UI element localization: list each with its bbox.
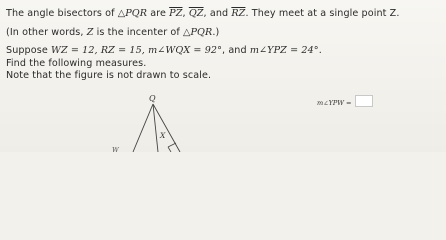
right-angle-mark xyxy=(168,143,176,147)
label-q: Q xyxy=(149,94,156,103)
triangle-name: △PQR xyxy=(183,27,213,38)
text-segment: , and xyxy=(203,8,232,19)
text-segment: , xyxy=(182,8,189,19)
text-segment: . xyxy=(318,45,322,56)
point-z: Z xyxy=(86,27,94,38)
given-values: WZ = 12, RZ = 15, m∠WQX = 92° xyxy=(50,45,223,56)
triangle-name: △PQR xyxy=(117,8,148,19)
text-segment: The angle bisectors of xyxy=(6,8,118,19)
text-segment: . They meet at a single point Z. xyxy=(245,8,400,19)
label-w: W xyxy=(112,146,119,152)
instruction-line: Find the following measures. xyxy=(6,58,147,69)
text-segment: (In other words, xyxy=(6,27,87,38)
text-segment: , and xyxy=(222,45,250,56)
right-angle-mark xyxy=(168,147,171,152)
text-segment: Suppose xyxy=(6,45,51,56)
text-segment: .) xyxy=(212,27,220,38)
text-segment: is the incenter of xyxy=(93,27,183,38)
given-angle: m∠YPZ = 24° xyxy=(249,45,319,56)
segment-rz: $\overline{RZ}$ xyxy=(231,8,246,19)
answer-label: m∠YPW = xyxy=(317,99,352,107)
note-line: Note that the figure is not drawn to scale. xyxy=(6,70,212,81)
segment-pz: $\overline{PZ}$ xyxy=(169,8,183,19)
figure-edge-left xyxy=(133,104,153,152)
text-segment: are xyxy=(147,8,170,19)
segment-qz: $\overline{QZ}$ xyxy=(188,8,204,19)
answer-input[interactable] xyxy=(355,95,373,107)
label-x: X xyxy=(160,131,166,140)
